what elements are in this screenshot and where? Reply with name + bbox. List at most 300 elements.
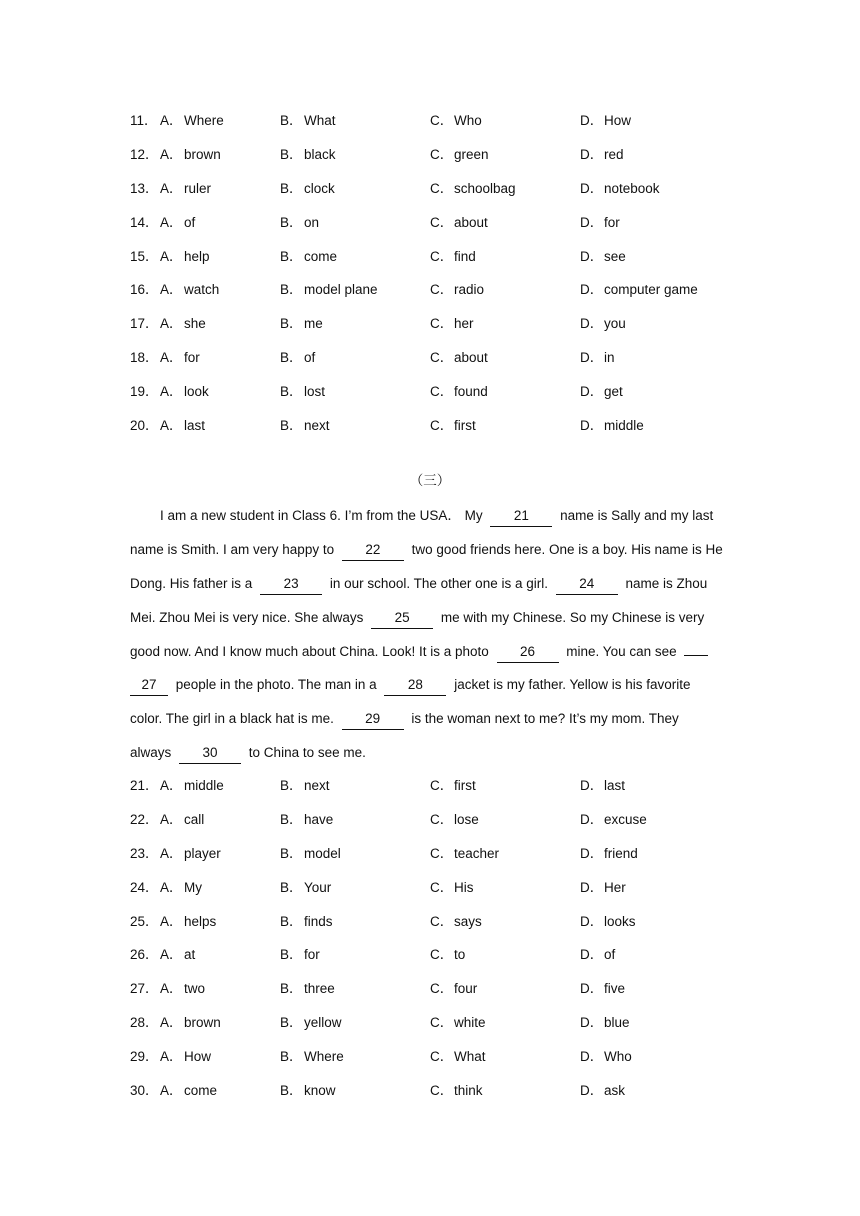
- option-text: ruler: [184, 180, 212, 196]
- option-letter: B．: [280, 214, 303, 230]
- passage-text: name is Zhou: [625, 575, 708, 591]
- option-d: [580, 104, 631, 138]
- option-letter: C．: [430, 1015, 454, 1031]
- question-number: 17．: [130, 316, 159, 332]
- option-letter: D．: [580, 248, 604, 264]
- option-text: says: [454, 913, 482, 929]
- question-number: 22．: [130, 811, 159, 827]
- question-row: [130, 1074, 770, 1108]
- option-text: helps: [184, 913, 217, 929]
- blank-26: 26: [497, 642, 559, 663]
- option-c: [430, 871, 474, 905]
- option-text: at: [184, 947, 196, 963]
- question-number: 26．: [130, 947, 159, 963]
- option-c: [430, 1074, 483, 1108]
- option-letter: D．: [580, 778, 604, 793]
- option-b: [280, 938, 320, 972]
- option-letter: C．: [430, 1049, 454, 1065]
- passage-text: mine. You can see: [566, 643, 677, 659]
- option-letter: A．: [160, 418, 183, 434]
- blank-22: 22: [342, 540, 404, 561]
- question-number: 28．: [130, 1015, 159, 1031]
- question-row: [130, 172, 770, 206]
- option-letter: C．: [430, 981, 454, 997]
- option-text: black: [304, 146, 336, 162]
- option-c: [430, 375, 488, 409]
- blank-28: 28: [384, 675, 446, 696]
- passage-text: good now. And I know much about China. Look! It is a photo: [130, 643, 489, 659]
- option-text: teacher: [454, 845, 500, 861]
- option-b: [280, 769, 330, 803]
- option-letter: D．: [580, 214, 604, 230]
- option-c: [430, 104, 482, 138]
- option-letter: C．: [430, 214, 454, 230]
- option-c: [430, 341, 488, 375]
- blank-21: 21: [490, 506, 552, 527]
- option-text: How: [604, 113, 632, 128]
- option-b: [280, 104, 336, 138]
- question-number: 21．: [130, 778, 159, 793]
- option-a: [160, 273, 219, 307]
- option-c: [430, 803, 479, 837]
- option-text: come: [304, 248, 338, 264]
- option-letter: C．: [430, 1083, 454, 1099]
- passage-text: always: [130, 745, 172, 761]
- question-row: [130, 206, 770, 240]
- option-b: [280, 905, 333, 939]
- option-text: next: [304, 418, 330, 434]
- option-text: last: [604, 778, 626, 793]
- option-letter: C．: [430, 418, 454, 434]
- option-letter: A．: [160, 316, 183, 332]
- option-letter: B．: [280, 879, 303, 895]
- option-b: [280, 972, 335, 1006]
- option-text: three: [304, 981, 335, 997]
- option-a: [160, 206, 195, 240]
- passage-line: [130, 635, 735, 669]
- question-number: 11．: [130, 113, 158, 128]
- option-d: [580, 172, 660, 206]
- option-text: Her: [604, 879, 626, 895]
- question-row: [130, 1040, 770, 1074]
- question-row: [130, 1006, 770, 1040]
- option-text: green: [454, 146, 489, 162]
- blank-30: 30: [179, 743, 241, 764]
- option-text: have: [304, 811, 334, 827]
- option-letter: A．: [160, 248, 183, 264]
- option-b: [280, 1040, 344, 1074]
- option-letter: B．: [280, 1015, 303, 1031]
- option-text: excuse: [604, 811, 647, 827]
- option-b: [280, 1074, 336, 1108]
- option-letter: D．: [580, 981, 604, 997]
- option-a: [160, 972, 205, 1006]
- option-letter: D．: [580, 384, 604, 400]
- option-letter: A．: [160, 214, 183, 230]
- option-text: to: [454, 947, 466, 963]
- option-letter: B．: [280, 845, 303, 861]
- option-text: found: [454, 384, 488, 400]
- option-letter: A．: [160, 1015, 183, 1031]
- question-row: [130, 341, 770, 375]
- option-text: call: [184, 811, 205, 827]
- option-letter: B．: [280, 981, 303, 997]
- option-b: [280, 307, 323, 341]
- option-text: How: [184, 1049, 212, 1065]
- option-a: [160, 837, 221, 871]
- option-text: middle: [604, 418, 644, 434]
- option-letter: D．: [580, 1015, 604, 1031]
- option-b: [280, 409, 330, 443]
- blank-27: 27: [130, 675, 168, 696]
- option-d: [580, 1040, 632, 1074]
- passage-text: I am a new student in Class 6. I’m from the USA． My: [160, 508, 483, 523]
- question-number: 27．: [130, 981, 159, 997]
- question-row: [130, 769, 770, 803]
- option-letter: B．: [280, 384, 303, 400]
- option-letter: D．: [580, 1049, 604, 1065]
- option-letter: B．: [280, 913, 303, 929]
- option-d: [580, 273, 698, 307]
- option-text: last: [184, 418, 206, 434]
- question-row: [130, 240, 770, 274]
- question-row: [130, 871, 770, 905]
- option-text: friend: [604, 845, 638, 861]
- option-letter: D．: [580, 879, 604, 895]
- option-b: [280, 837, 341, 871]
- option-text: schoolbag: [454, 180, 516, 196]
- section-title: （三）: [409, 473, 451, 489]
- option-text: red: [604, 146, 624, 162]
- option-letter: C．: [430, 350, 454, 366]
- option-letter: C．: [430, 316, 454, 332]
- option-a: [160, 1006, 221, 1040]
- option-d: [580, 803, 647, 837]
- passage-text: is the woman next to me? It’s my mom. They: [411, 711, 679, 727]
- option-b: [280, 803, 333, 837]
- option-text: watch: [184, 282, 220, 298]
- option-text: for: [604, 214, 620, 230]
- option-letter: B．: [280, 282, 303, 298]
- option-c: [430, 1006, 486, 1040]
- passage-text: jacket is my father. Yellow is his favorite: [454, 677, 691, 693]
- option-b: [280, 1006, 342, 1040]
- option-letter: A．: [160, 981, 183, 997]
- passage-line: [130, 533, 735, 567]
- question-number: 12．: [130, 146, 159, 162]
- option-letter: D．: [580, 811, 604, 827]
- passage-text: me with my Chinese. So my Chinese is very: [440, 609, 705, 625]
- option-text: her: [454, 316, 474, 332]
- option-text: finds: [304, 913, 333, 929]
- passage-text: name is Sally and my last: [560, 508, 714, 523]
- option-letter: C．: [430, 146, 454, 162]
- option-text: player: [184, 845, 221, 861]
- question-number: 18．: [130, 350, 159, 366]
- option-d: [580, 1074, 625, 1108]
- option-text: notebook: [604, 180, 660, 196]
- option-text: lost: [304, 384, 326, 400]
- option-d: [580, 341, 615, 375]
- option-text: white: [454, 1015, 486, 1031]
- question-number: 25．: [130, 913, 159, 929]
- option-a: [160, 240, 210, 274]
- option-d: [580, 409, 644, 443]
- option-letter: B．: [280, 1083, 303, 1099]
- option-a: [160, 803, 204, 837]
- question-number: 30．: [130, 1083, 159, 1099]
- question-number: 13．: [130, 180, 159, 196]
- question-row: [130, 409, 770, 443]
- option-letter: B．: [280, 113, 303, 128]
- option-letter: B．: [280, 350, 303, 366]
- option-d: [580, 905, 636, 939]
- option-a: [160, 871, 202, 905]
- question-row: [130, 138, 770, 172]
- option-text: find: [454, 248, 476, 264]
- passage-line: [130, 567, 735, 601]
- option-letter: B．: [280, 180, 303, 196]
- option-text: yellow: [304, 1015, 342, 1031]
- option-text: Who: [604, 1049, 632, 1065]
- option-text: brown: [184, 146, 221, 162]
- option-text: looks: [604, 913, 636, 929]
- option-b: [280, 172, 335, 206]
- question-number: 29．: [130, 1049, 159, 1065]
- option-c: [430, 273, 484, 307]
- option-text: know: [304, 1083, 336, 1099]
- option-letter: A．: [160, 1049, 183, 1065]
- option-text: help: [184, 248, 210, 264]
- option-c: [430, 938, 465, 972]
- option-letter: A．: [160, 845, 183, 861]
- option-d: [580, 307, 626, 341]
- option-text: clock: [304, 180, 335, 196]
- option-text: computer game: [604, 282, 698, 298]
- option-c: [430, 240, 476, 274]
- option-text: for: [184, 350, 200, 366]
- option-text: of: [304, 350, 316, 366]
- question-number: 15．: [130, 248, 159, 264]
- option-letter: B．: [280, 1049, 303, 1065]
- option-c: [430, 307, 474, 341]
- option-d: [580, 206, 620, 240]
- option-a: [160, 375, 209, 409]
- option-text: model plane: [304, 282, 378, 298]
- question-row: [130, 104, 770, 138]
- option-letter: A．: [160, 947, 183, 963]
- option-text: What: [304, 113, 336, 128]
- option-d: [580, 240, 626, 274]
- option-a: [160, 905, 216, 939]
- question-row: [130, 803, 770, 837]
- option-a: [160, 769, 224, 803]
- option-text: middle: [184, 778, 224, 793]
- option-letter: D．: [580, 350, 604, 366]
- option-text: Where: [184, 113, 224, 128]
- option-letter: A．: [160, 879, 183, 895]
- passage-text: Dong. His father is a: [130, 575, 253, 591]
- option-letter: D．: [580, 913, 604, 929]
- option-text: next: [304, 778, 330, 793]
- option-letter: A．: [160, 1083, 183, 1099]
- option-a: [160, 341, 200, 375]
- option-d: [580, 1006, 630, 1040]
- option-text: me: [304, 316, 323, 332]
- option-text: My: [184, 879, 202, 895]
- option-c: [430, 1040, 486, 1074]
- option-text: in: [604, 350, 615, 366]
- option-text: see: [604, 248, 626, 264]
- passage-line: [130, 736, 735, 770]
- option-d: [580, 972, 625, 1006]
- option-a: [160, 138, 221, 172]
- option-d: [580, 769, 625, 803]
- option-text: about: [454, 214, 488, 230]
- option-text: Who: [454, 113, 482, 128]
- passage-text: Mei. Zhou Mei is very nice. She always: [130, 609, 364, 625]
- question-row: [130, 938, 770, 972]
- option-letter: C．: [430, 113, 454, 128]
- option-letter: D．: [580, 113, 604, 128]
- question-row: [130, 375, 770, 409]
- option-text: you: [604, 316, 626, 332]
- option-b: [280, 273, 378, 307]
- option-c: [430, 769, 476, 803]
- option-text: get: [604, 384, 623, 400]
- option-text: Where: [304, 1049, 344, 1065]
- option-text: think: [454, 1083, 483, 1099]
- passage-line: [130, 499, 735, 533]
- option-a: [160, 938, 195, 972]
- option-text: brown: [184, 1015, 221, 1031]
- option-a: [160, 1040, 211, 1074]
- option-letter: A．: [160, 282, 183, 298]
- question-row: [130, 307, 770, 341]
- question-number: 20．: [130, 418, 159, 434]
- option-letter: C．: [430, 879, 454, 895]
- option-d: [580, 138, 624, 172]
- question-number: 14．: [130, 214, 159, 230]
- option-text: on: [304, 214, 320, 230]
- option-c: [430, 409, 476, 443]
- option-c: [430, 172, 516, 206]
- option-text: come: [184, 1083, 218, 1099]
- option-letter: A．: [160, 350, 183, 366]
- cloze-passage: [130, 499, 735, 770]
- option-letter: D．: [580, 180, 604, 196]
- option-text: His: [454, 879, 474, 895]
- option-b: [280, 871, 331, 905]
- option-b: [280, 341, 315, 375]
- blank-27-start: [684, 635, 708, 656]
- question-list-top: [130, 104, 770, 443]
- question-number: 16．: [130, 282, 159, 298]
- option-b: [280, 138, 336, 172]
- option-letter: C．: [430, 913, 454, 929]
- option-letter: B．: [280, 316, 303, 332]
- passage-text: people in the photo. The man in a: [175, 677, 377, 693]
- option-letter: D．: [580, 418, 604, 434]
- option-d: [580, 375, 623, 409]
- option-a: [160, 1074, 217, 1108]
- blank-25: 25: [371, 608, 433, 629]
- question-list-bottom: [130, 769, 770, 1108]
- passage-text: in our school. The other one is a girl.: [329, 575, 548, 591]
- option-text: model: [304, 845, 341, 861]
- question-number: 23．: [130, 845, 159, 861]
- option-letter: C．: [430, 384, 454, 400]
- option-d: [580, 938, 615, 972]
- option-text: What: [454, 1049, 486, 1065]
- blank-23: 23: [260, 574, 322, 595]
- option-c: [430, 206, 488, 240]
- option-d: [580, 837, 638, 871]
- option-letter: C．: [430, 947, 454, 963]
- option-a: [160, 104, 224, 138]
- option-letter: A．: [160, 146, 183, 162]
- option-text: radio: [454, 282, 485, 298]
- option-a: [160, 172, 211, 206]
- option-letter: B．: [280, 778, 303, 793]
- option-b: [280, 375, 325, 409]
- option-letter: C．: [430, 248, 454, 264]
- option-a: [160, 307, 206, 341]
- option-letter: D．: [580, 1083, 604, 1099]
- passage-line: [130, 668, 735, 702]
- option-letter: A．: [160, 180, 183, 196]
- passage-text: to China to see me.: [248, 745, 366, 761]
- passage-line: [130, 702, 735, 736]
- question-row: [130, 273, 770, 307]
- option-text: she: [184, 316, 206, 332]
- option-text: Your: [304, 879, 332, 895]
- option-letter: B．: [280, 418, 303, 434]
- option-text: first: [454, 418, 476, 434]
- option-letter: B．: [280, 146, 303, 162]
- option-c: [430, 905, 482, 939]
- option-letter: D．: [580, 146, 604, 162]
- option-letter: A．: [160, 913, 183, 929]
- option-a: [160, 409, 205, 443]
- option-text: two: [184, 981, 206, 997]
- option-letter: D．: [580, 316, 604, 332]
- option-c: [430, 138, 489, 172]
- blank-24: 24: [556, 574, 618, 595]
- option-letter: A．: [160, 778, 183, 793]
- option-letter: A．: [160, 113, 183, 128]
- option-text: lose: [454, 811, 479, 827]
- passage-line: [130, 601, 735, 635]
- question-row: [130, 972, 770, 1006]
- option-text: ask: [604, 1083, 626, 1099]
- option-letter: B．: [280, 811, 303, 827]
- option-letter: C．: [430, 180, 454, 196]
- question-row: [130, 905, 770, 939]
- option-text: five: [604, 981, 626, 997]
- passage-text: name is Smith. I am very happy to: [130, 541, 335, 557]
- option-text: four: [454, 981, 478, 997]
- option-text: for: [304, 947, 320, 963]
- option-letter: D．: [580, 282, 604, 298]
- option-letter: D．: [580, 845, 604, 861]
- question-number: 24．: [130, 879, 159, 895]
- option-letter: B．: [280, 947, 303, 963]
- passage-text: two good friends here. One is a boy. His name is He: [411, 541, 723, 557]
- option-text: of: [604, 947, 616, 963]
- option-text: first: [454, 778, 476, 793]
- option-text: look: [184, 384, 209, 400]
